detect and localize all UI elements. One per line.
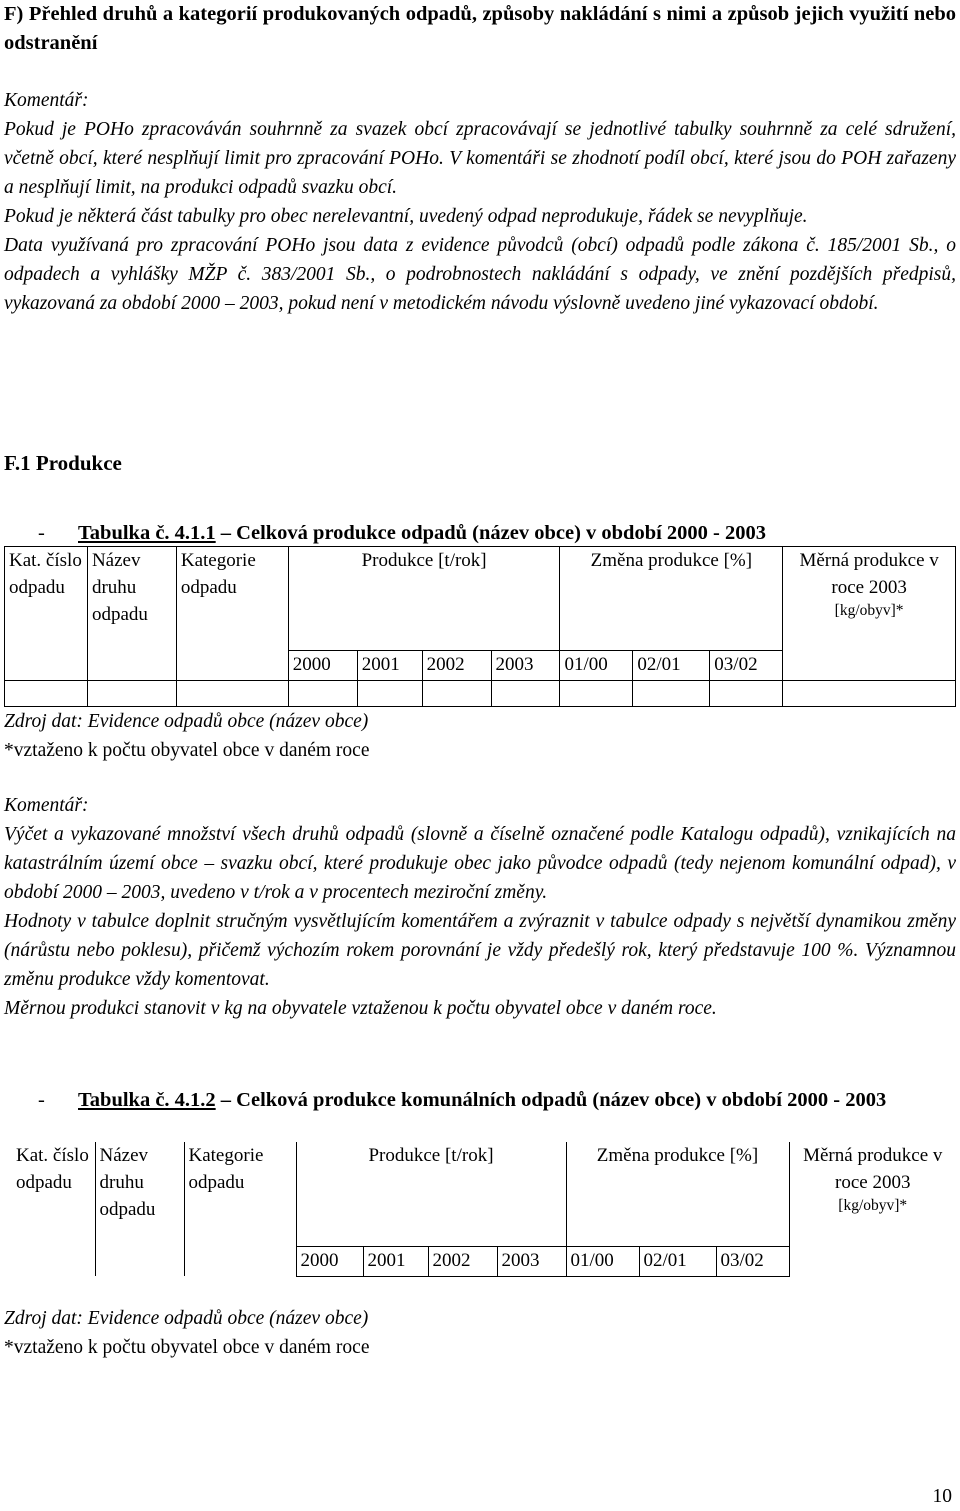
comment-paragraph: Výčet a vykazované množství všech druhů odpadů (slovně a číselně označené podle Katalogu odpadů), vznikajících na katastrálním území obce – svazku obcí, které produkuje obec jako původce odpadů (tedy nejenom komunální odpad), v období 2000 – 2003, uvedeno v t/rok a v procentech meziroční změny.	[4, 824, 956, 903]
table-source-1: Zdroj dat: Evidence odpadů obce (název obce)	[4, 711, 369, 732]
header-specific	[783, 547, 956, 681]
header-cat-no: Kat. číslo odpadu	[5, 547, 88, 681]
year-cell: 2003	[491, 651, 560, 681]
header-production: Produkce [t/rok]	[296, 1142, 566, 1246]
change-cell: 02/01	[639, 1246, 716, 1276]
table-cell	[633, 681, 710, 707]
comment-paragraph: Pokud je některá část tabulky pro obec nerelevantní, uvedený odpad neprodukuje, řádek se nevyplňuje.	[4, 206, 808, 227]
header-specific-unit: [kg/obyv]*	[834, 602, 904, 619]
comment-block-1	[4, 86, 956, 318]
header-specific-label: Měrná produkce v roce 2003	[799, 550, 939, 598]
caption-dash: -	[38, 522, 45, 544]
comment-label: Komentář:	[4, 795, 89, 816]
table-cell	[357, 681, 422, 707]
comment-paragraph: Data využívaná pro zpracování POHo jsou data z evidence původců (obcí) odpadů podle zákona č. 185/2001 Sb., o odpadech a vyhlášky MŽP č. 383/2001 Sb., o podrobnostech nakládání s odpady, ve znění pozdějších předpisů, vykazovaná za období 2000 – 2003, pokud není v metodickém návodu výslovně uvedeno jiné vykazovací období.	[4, 235, 956, 314]
header-specific	[789, 1142, 956, 1276]
change-cell: 01/00	[560, 651, 633, 681]
caption-ref: Tabulka č. 4.1.1	[78, 522, 216, 544]
production-table-1	[4, 546, 956, 707]
header-name: Název druhu odpadu	[95, 1142, 184, 1276]
caption-dash: -	[38, 1089, 45, 1111]
production-table-2	[12, 1142, 956, 1277]
table-cell	[5, 681, 88, 707]
table-cell	[176, 681, 288, 707]
header-category: Kategorie odpadu	[184, 1142, 296, 1276]
year-cell: 2001	[357, 651, 422, 681]
year-cell: 2002	[428, 1246, 497, 1276]
change-cell: 01/00	[566, 1246, 639, 1276]
change-cell: 03/02	[710, 651, 783, 681]
header-change: Změna produkce [%]	[566, 1142, 789, 1246]
table-cell	[491, 681, 560, 707]
table-cell	[710, 681, 783, 707]
header-production: Produkce [t/rok]	[288, 547, 560, 651]
section-heading: F) Přehled druhů a kategorií produkovaných odpadů, způsoby nakládání s nimi a způsob jejich využití nebo odstranění	[4, 3, 956, 54]
comment-paragraph: Hodnoty v tabulce doplnit stručným vysvětlujícím komentářem a zvýraznit v tabulce odpady s největší dynamikou změny (nárůstu nebo poklesu), přičemž výchozím rokem porovnání je vždy předešlý rok, který představuje 100 %. Významnou změnu produkce vždy komentovat.	[4, 911, 956, 990]
year-cell: 2000	[288, 651, 357, 681]
header-cat-no: Kat. číslo odpadu	[16, 1145, 89, 1193]
table-note-2: *vztaženo k počtu obyvatel obce v daném roce	[4, 1337, 370, 1358]
table-cell	[87, 681, 176, 707]
table-cell	[783, 681, 956, 707]
table-caption-2	[38, 1086, 956, 1114]
header-change: Změna produkce [%]	[560, 547, 783, 651]
subsection-title: F.1 Produkce	[4, 451, 122, 475]
table-cell	[422, 681, 491, 707]
table-cell	[560, 681, 633, 707]
caption-text: – Celková produkce komunálních odpadů (název obce) v období 2000 - 2003	[215, 1089, 887, 1111]
caption-text: – Celková produkce odpadů (název obce) v období 2000 - 2003	[215, 522, 767, 544]
page-number: 10	[932, 1486, 952, 1507]
caption-ref: Tabulka č. 4.1.2	[78, 1089, 216, 1111]
comment-paragraph: Měrnou produkci stanovit v kg na obyvatele vztaženou k počtu obyvatel obce v daném roce.	[4, 998, 717, 1019]
header-category: Kategorie odpadu	[176, 547, 288, 681]
change-cell: 03/02	[716, 1246, 789, 1276]
comment-paragraph: Pokud je POHo zpracováván souhrnně za svazek obcí zpracovávají se jednotlivé tabulky souhrnně za celé sdružení, včetně obcí, které nesplňují limit pro zpracování POHo. V komentáři se zhodnotí podíl obcí, které jsou do POH zařazeny a nesplňují limit, na produkci odpadů svazku obcí.	[4, 119, 956, 198]
table-caption-1	[38, 519, 956, 547]
year-cell: 2001	[363, 1246, 428, 1276]
year-cell: 2000	[296, 1246, 363, 1276]
comment-label: Komentář:	[4, 90, 89, 111]
header-name: Název druhu odpadu	[87, 547, 176, 681]
change-cell: 02/01	[633, 651, 710, 681]
table-row	[5, 681, 956, 707]
table-header-row	[12, 1142, 956, 1246]
header-specific-label: Měrná produkce v roce 2003	[803, 1145, 943, 1193]
table-header-row	[5, 547, 956, 651]
table-note-1: *vztaženo k počtu obyvatel obce v daném roce	[4, 740, 370, 761]
header-specific-unit: [kg/obyv]*	[838, 1197, 908, 1214]
comment-block-2	[4, 791, 956, 1023]
year-cell: 2003	[497, 1246, 566, 1276]
year-cell: 2002	[422, 651, 491, 681]
table-cell	[288, 681, 357, 707]
table-source-2: Zdroj dat: Evidence odpadů obce (název obce)	[4, 1308, 369, 1329]
